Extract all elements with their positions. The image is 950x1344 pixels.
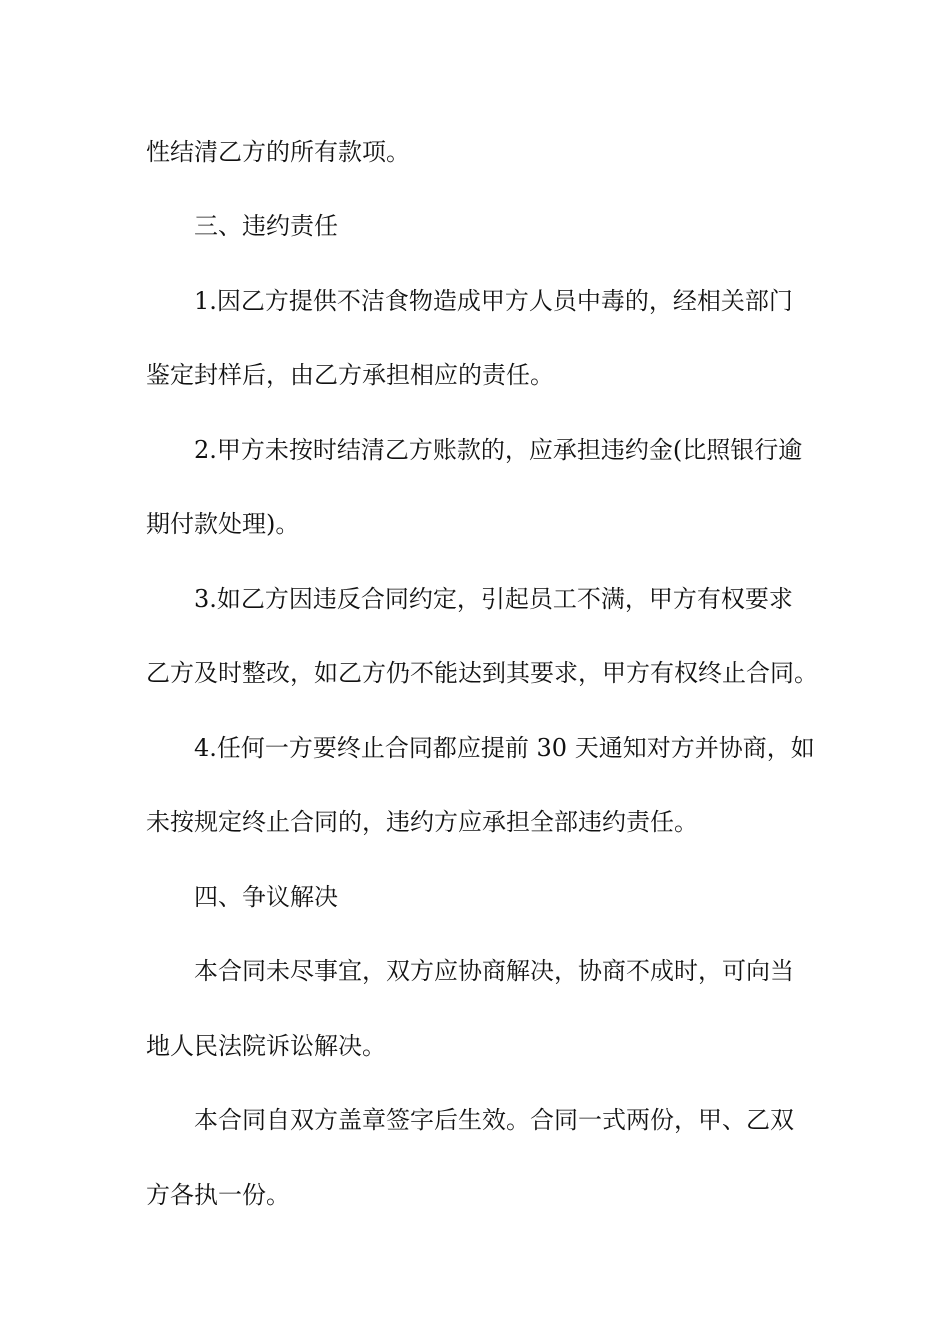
paragraph-line: 本合同未尽事宜，双方应协商解决，协商不成时，可向当 <box>194 957 794 985</box>
paragraph-line: 未按规定终止合同的，违约方应承担全部违约责任。 <box>146 808 698 836</box>
section-heading-dispute: 四、争议解决 <box>194 883 338 911</box>
paragraph-line: 乙方及时整改，如乙方仍不能达到其要求，甲方有权终止合同。 <box>146 659 818 687</box>
paragraph-line: 2.甲方未按时结清乙方账款的，应承担违约金(比照银行逾 <box>194 436 803 464</box>
paragraph-line: 地人民法院诉讼解决。 <box>146 1032 386 1060</box>
paragraph-line: 本合同自双方盖章签字后生效。合同一式两份，甲、乙双 <box>194 1106 794 1134</box>
paragraph-line: 1.因乙方提供不洁食物造成甲方人员中毒的，经相关部门 <box>194 287 793 315</box>
paragraph-line: 期付款处理)。 <box>146 510 300 538</box>
paragraph-line: 4.任何一方要终止合同都应提前 30 天通知对方并协商，如 <box>194 734 815 762</box>
paragraph-line: 方各执一份。 <box>146 1181 290 1209</box>
section-heading-breach: 三、违约责任 <box>194 212 338 240</box>
paragraph-line: 3.如乙方因违反合同约定，引起员工不满，甲方有权要求 <box>194 585 793 613</box>
paragraph-line: 鉴定封样后，由乙方承担相应的责任。 <box>146 361 554 389</box>
paragraph-line: 性结清乙方的所有款项。 <box>146 138 410 166</box>
